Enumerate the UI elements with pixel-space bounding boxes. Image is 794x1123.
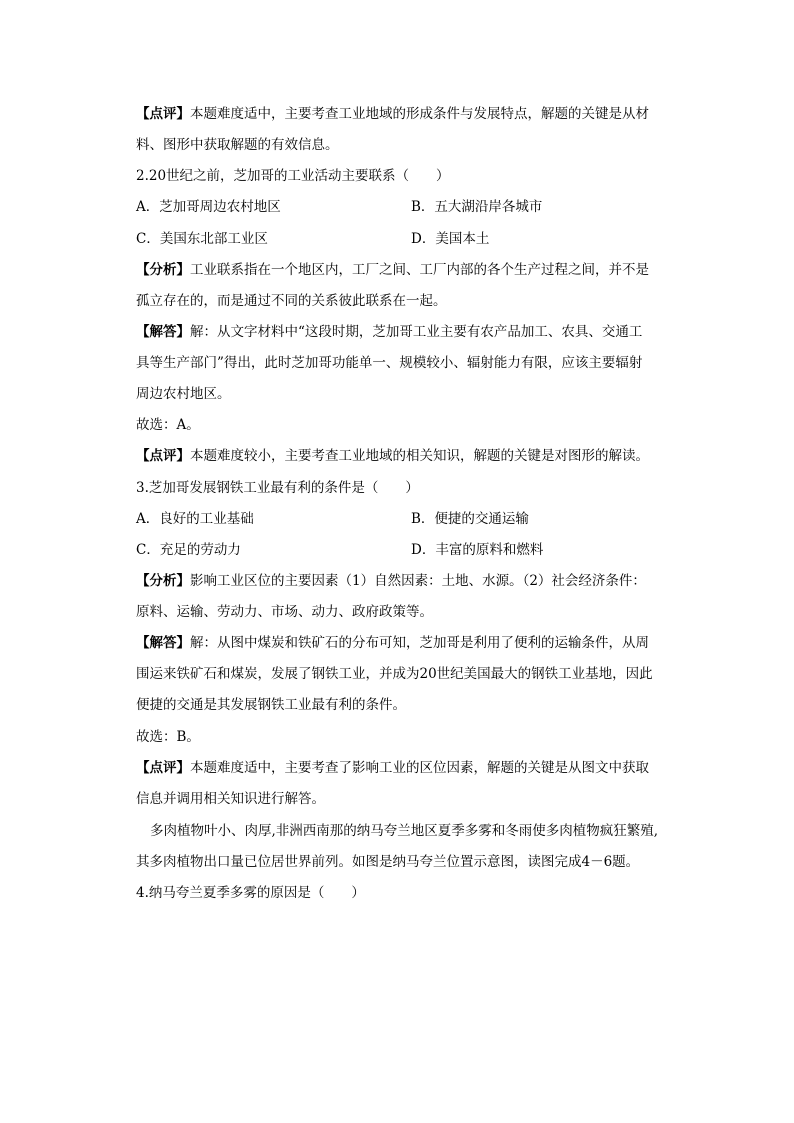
q3-analysis-line-2: 原料、运输、劳动力、市场、动力、政府政策等。	[136, 604, 433, 620]
q2-option-b: B．五大湖沿岸各城市	[411, 199, 543, 215]
q2-choice: 故选：A。	[136, 417, 200, 433]
q2-answer-line-3: 周边农村地区。	[136, 386, 231, 402]
q2-option-a: A．芝加哥周边农村地区	[136, 199, 281, 215]
q3-answer-line-3: 便捷的交通是其发展钢铁工业最有利的条件。	[136, 697, 406, 713]
q1-comment-line-1: 【点评】本题难度适中，主要考查工业地域的形成条件与发展特点，解题的关键是从材	[136, 106, 649, 122]
q3-option-c: C．充足的劳动力	[136, 542, 241, 558]
q2-comment-line-1: 【点评】本题难度较小，主要考查工业地域的相关知识，解题的关键是对图形的解读。	[136, 448, 649, 464]
analysis-tag: 【分析】	[136, 262, 190, 278]
q3-option-a: A．良好的工业基础	[136, 511, 254, 527]
q2-analysis-line-2: 孤立存在的，而是通过不同的关系彼此联系在一起。	[136, 293, 447, 309]
material-line-1: 多肉植物叶小、肉厚,非洲西南那的纳马夸兰地区夏季多雾和冬雨使多肉植物疯狂繁殖,	[150, 823, 659, 839]
analysis-tag: 【分析】	[136, 573, 190, 589]
q1-comment-line-2: 料、图形中获取解题的有效信息。	[136, 137, 339, 153]
q3-choice: 故选：B。	[136, 729, 200, 745]
q4-stem: 4.纳马夸兰夏季多雾的原因是（ ）	[136, 885, 365, 901]
q3-comment-line-1: 【点评】本题难度适中，主要考查了影响工业的区位因素，解题的关键是从图文中获取	[136, 760, 649, 776]
q2-option-d: D．美国本土	[411, 231, 490, 247]
q3-answer-line-1: 【解答】解：从图中煤炭和铁矿石的分布可知，芝加哥是利用了便利的运输条件，从周	[136, 635, 649, 651]
answer-tag: 【解答】	[136, 635, 190, 651]
q3-comment-line-2: 信息并调用相关知识进行解答。	[136, 791, 325, 807]
q3-analysis-line-1: 【分析】影响工业区位的主要因素（1）自然因素：土地、水源。（2）社会经济条件：	[136, 573, 646, 589]
q3-option-b: B．便捷的交通运输	[411, 511, 529, 527]
material-line-2: 其多肉植物出口量已位居世界前列。如图是纳马夸兰位置示意图，读图完成4－6题。	[136, 854, 640, 870]
comment-tag: 【点评】	[136, 760, 190, 776]
q3-stem: 3.芝加哥发展钢铁工业最有利的条件是（ ）	[136, 480, 419, 496]
q3-answer-line-2: 围运来铁矿石和煤炭，发展了钢铁工业，并成为20世纪美国最大的钢铁工业基地，因此	[136, 666, 653, 682]
q2-answer-line-2: 具等生产部门”得出，此时芝加哥功能单一、规模较小、辐射能力有限，应该主要辐射	[136, 355, 643, 371]
q2-option-c: C．美国东北部工业区	[136, 231, 268, 247]
answer-tag: 【解答】	[136, 324, 190, 340]
comment-tag: 【点评】	[136, 106, 190, 122]
comment-tag: 【点评】	[136, 448, 190, 464]
q3-option-d: D．丰富的原料和燃料	[411, 542, 544, 558]
q2-analysis-line-1: 【分析】工业联系指在一个地区内，工厂之间、工厂内部的各个生产过程之间，并不是	[136, 262, 649, 278]
q2-answer-line-1: 【解答】解：从文字材料中“这段时期，芝加哥工业主要有农产品加工、农具、交通工	[136, 324, 643, 340]
q2-stem: 2.20世纪之前，芝加哥的工业活动主要联系（ ）	[136, 168, 450, 184]
